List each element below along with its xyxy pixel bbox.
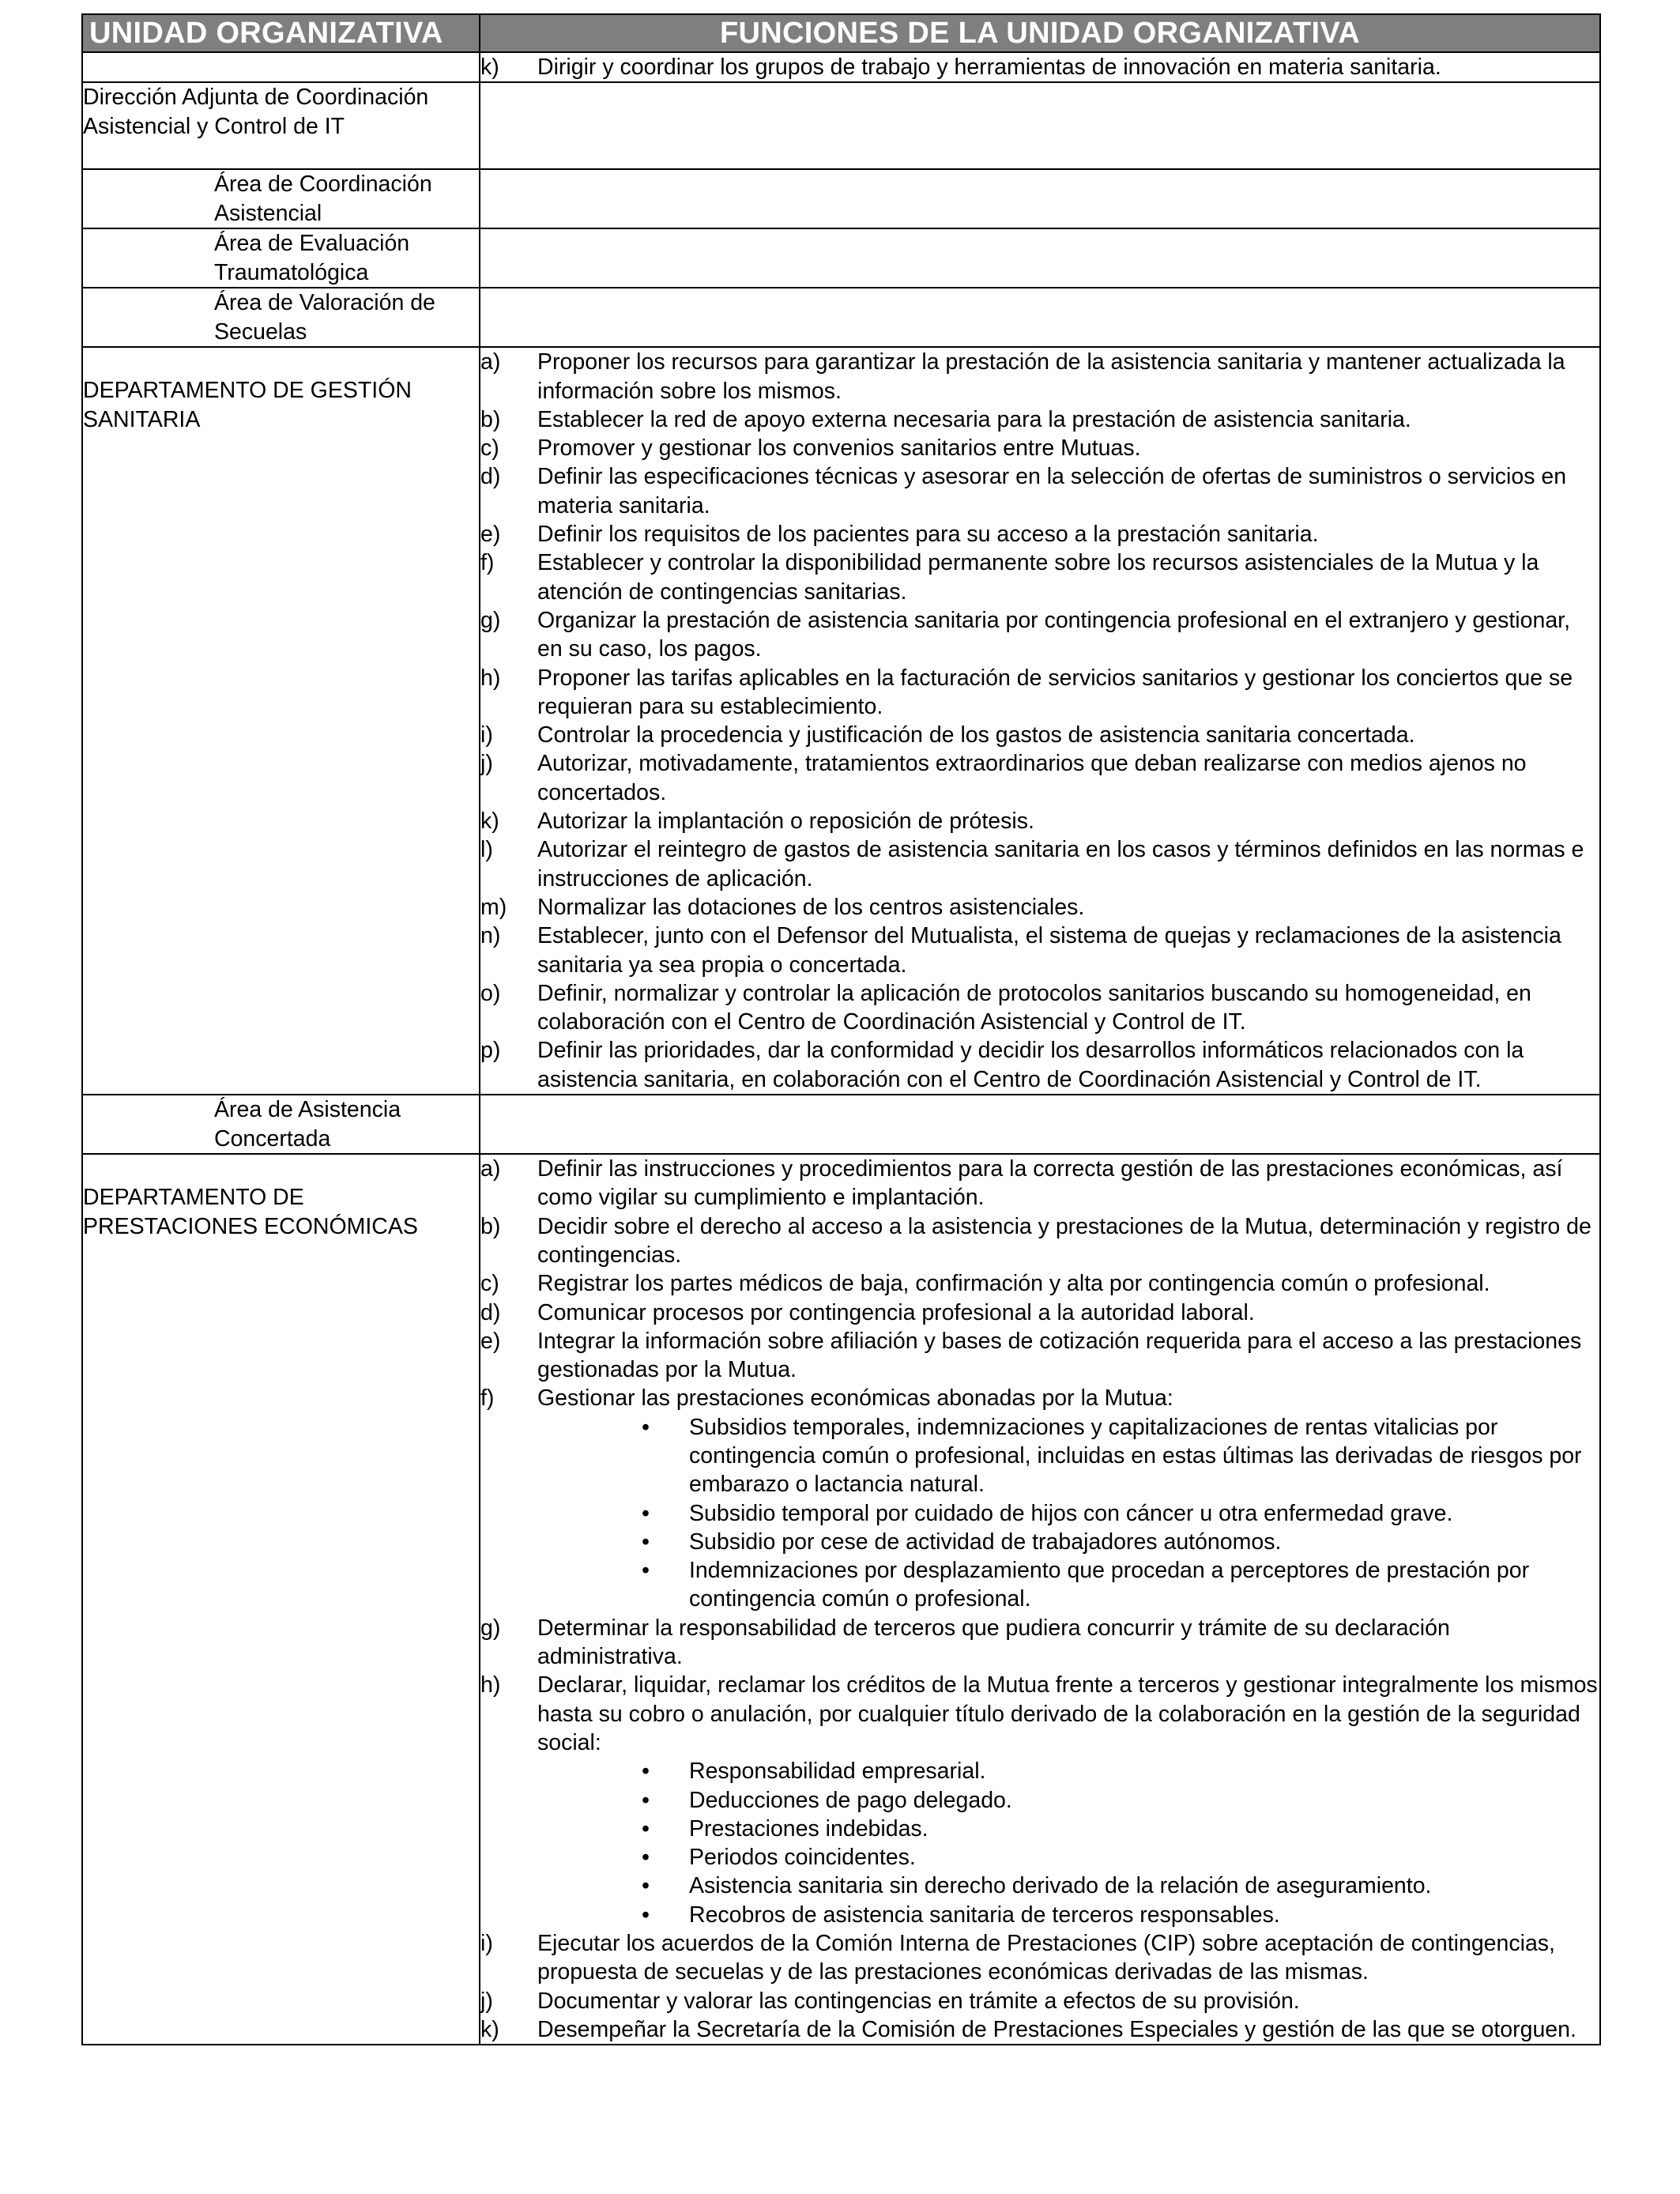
bullet-icon [480,1499,689,1528]
unit-cell: Área de Coordinación Asistencial [82,169,480,228]
functions-cell-empty [480,1095,1600,1154]
item-text: Comunicar procesos por contingencia profesional a la autoridad laboral. [537,1299,1255,1325]
item-text: Definir los requisitos de los pacientes para su acceso a la prestación sanitaria. [537,522,1319,548]
item-text: Declarar, liquidar, reclamar los créditos de la Mutua frente a terceros y gestionar integralmente los mismos hasta su cobro o anulación, por cualquier título derivado de la colaboración en la gestión de la seguridad social: [537,1672,1598,1755]
item-text: Autorizar el reintegro de gastos de asistencia sanitaria en los casos y términos definidos en las normas e instrucciones de aplicación. [537,837,1584,892]
item-text: Organizar la prestación de asistencia sanitaria por contingencia profesional en el extranjero y gestionar, en su caso, los pagos. [537,607,1571,662]
function-item [480,1671,1599,1757]
unit-cell: DEPARTAMENTO DE GESTIÓN SANITARIA [82,347,480,1095]
function-item [480,1036,1599,1094]
bullet-text: Indemnizaciones por desplazamiento que procedan a perceptores de prestación por contingencia común o profesional. [689,1558,1530,1612]
item-label: k) [480,55,499,80]
bullet-icon [480,1556,689,1614]
item-text: Controlar la procedencia y justificación de los gastos de asistencia sanitaria concertada. [537,722,1415,748]
list-item [480,1815,1599,1843]
item-label: i) [480,722,493,748]
function-item [480,721,1599,749]
item-label: g) [480,607,501,633]
function-item [480,807,1599,835]
list-item [480,1413,1599,1499]
item-label: h) [480,1672,501,1698]
function-item [480,1299,1599,1327]
item-text: Definir las prioridades, dar la conformidad y decidir los desarrollos informáticos relacionados con la asistencia sanitaria, en colaboración con el Centro de Coordinación Asistencial y Control de IT. [537,1038,1524,1092]
functions-cell [480,347,1600,1095]
header-functions: FUNCIONES DE LA UNIDAD ORGANIZATIVA [480,14,1600,52]
unit-cell: Área de Asistencia Concertada [82,1095,480,1154]
unit-cell: Dirección Adjunta de Coordinación Asistencial y Control de IT [82,82,480,169]
bullet-list [480,1413,1599,1614]
function-item [480,434,1599,462]
item-label: g) [480,1615,501,1641]
item-text: Proponer las tarifas aplicables en la facturación de servicios sanitarios y gestionar los conciertos que se requieran para su establecimiento. [537,665,1573,719]
bullet-text: Deducciones de pago delegado. [689,1787,1012,1813]
bullet-icon [480,1413,689,1499]
item-text: Gestionar las prestaciones económicas abonadas por la Mutua: [537,1385,1173,1412]
item-label: c) [480,1271,499,1297]
item-label: a) [480,1156,501,1182]
function-item [480,1614,1599,1672]
function-item [480,2015,1599,2044]
function-item [480,893,1599,922]
item-text: Dirigir y coordinar los grupos de trabajo y herramientas de innovación en materia sanitaria. [537,55,1441,80]
item-label: e) [480,1328,501,1354]
item-text: Normalizar las dotaciones de los centros asistenciales. [537,894,1085,920]
function-item [480,664,1599,722]
functions-cell-empty [480,288,1600,347]
unit-cell: DEPARTAMENTO DE PRESTACIONES ECONÓMICAS [82,1154,480,2045]
item-text: Autorizar, motivadamente, tratamientos extraordinarios que deban realizarse con medios ajenos no concertados. [537,751,1527,805]
unit-cell: Área de Evaluación Traumatológica [82,228,480,288]
function-item [480,1929,1599,1987]
bullet-text: Prestaciones indebidas. [689,1815,929,1842]
function-item [480,835,1599,893]
function-item [480,1327,1599,1385]
table-header-row [82,14,1600,52]
unit-cell: Área de Valoración de Secuelas [82,288,480,347]
header-unit: UNIDAD ORGANIZATIVA [82,14,480,52]
organizational-functions-table [81,13,1601,2045]
item-text: Promover y gestionar los convenios sanitarios entre Mutuas. [537,435,1141,462]
function-item [480,606,1599,664]
table-row [82,169,1600,228]
item-label: k) [480,809,499,835]
list-item [480,1528,1599,1556]
item-label: p) [480,1038,501,1064]
functions-cell-empty [480,169,1600,228]
bullet-text: Periodos coincidentes. [689,1845,916,1871]
item-text: Establecer y controlar la disponibilidad permanente sobre los recursos asistenciales de la Mutua y la atención de contingencias sanitarias. [537,550,1539,605]
item-label: f) [480,1385,495,1412]
item-label: a) [480,349,501,375]
bullet-list [480,1757,1599,1929]
item-label: j) [480,1988,493,2014]
list-item [480,1901,1599,1929]
functions-cell [480,52,1600,82]
table-row [82,1154,1600,2045]
function-item [480,520,1599,548]
item-label: l) [480,837,493,863]
table-row [82,228,1600,288]
item-label: f) [480,550,495,576]
function-item [480,405,1599,434]
item-label: j) [480,751,493,777]
item-text: Definir las instrucciones y procedimientos para la correcta gestión de las prestaciones económicas, así como vigilar su cumplimiento e implantación. [537,1156,1563,1211]
bullet-icon [480,1872,689,1900]
item-label: n) [480,923,501,949]
list-item [480,1499,1599,1528]
item-text: Integrar la información sobre afiliación y bases de cotización requerida para el acceso a las prestaciones gestionadas por la Mutua. [537,1328,1582,1383]
item-label: b) [480,406,501,432]
function-item [480,548,1599,606]
table-row [82,1095,1600,1154]
bullet-text: Asistencia sanitaria sin derecho derivado de la relación de aseguramiento. [689,1873,1432,1899]
bullet-text: Subsidios temporales, indemnizaciones y capitalizaciones de rentas vitalicias por contingencia común o profesional, incluidas en estas últimas las derivadas de riesgos por embarazo o lactancia natural. [689,1414,1582,1498]
item-text: Desempeñar la Secretaría de la Comisión de Prestaciones Especiales y gestión de las que se otorguen. [537,2016,1576,2042]
list-item [480,1786,1599,1815]
bullet-icon [480,1757,689,1785]
item-text: Documentar y valorar las contingencias en trámite a efectos de su provisión. [537,1988,1300,2014]
bullet-icon [480,1843,689,1872]
bullet-icon [480,1815,689,1843]
table-row [82,82,1600,169]
item-text: Ejecutar los acuerdos de la Comión Interna de Prestaciones (CIP) sobre aceptación de contingencias, propuesta de secuelas y de las prestaciones económicas derivadas de las mismas. [537,1931,1555,1985]
table-row [82,347,1600,1095]
item-label: e) [480,522,501,548]
function-item [480,922,1599,979]
functions-cell-empty [480,82,1600,169]
table-row [82,52,1600,82]
table-row [82,288,1600,347]
functions-cell [480,1154,1600,2045]
function-item [480,1212,1599,1270]
bullet-text: Responsabilidad empresarial. [689,1759,986,1785]
item-text: Decidir sobre el derecho al acceso a la asistencia y prestaciones de la Mutua, determinación y registro de contingencias. [537,1213,1591,1268]
list-item [480,1872,1599,1900]
function-item [480,348,1599,405]
item-label: i) [480,1931,493,1957]
bullet-text: Subsidio por cese de actividad de trabajadores autónomos. [689,1529,1282,1555]
item-text: Registrar los partes médicos de baja, confirmación y alta por contingencia común o profesional. [537,1271,1490,1297]
item-text: Definir, normalizar y controlar la aplicación de protocolos sanitarios buscando su homogeneidad, en colaboración con el Centro de Coordinación Asistencial y Control de IT. [537,980,1531,1035]
item-text: Determinar la responsabilidad de terceros que pudiera concurrir y trámite de su declaración administrativa. [537,1615,1450,1670]
function-item [480,979,1599,1037]
function-item [480,1987,1599,2015]
item-label: b) [480,1213,501,1239]
item-label: c) [480,435,499,462]
item-label: k) [480,2016,499,2042]
function-item [480,749,1599,807]
item-text: Definir las especificaciones técnicas y asesorar en la selección de ofertas de suministros o servicios en materia sanitaria. [537,464,1567,518]
function-item [480,1384,1599,1412]
item-text: Establecer, junto con el Defensor del Mutualista, el sistema de quejas y reclamaciones de la asistencia sanitaria ya sea propia o concertada. [537,923,1561,978]
item-label: d) [480,1299,501,1325]
list-item [480,1556,1599,1614]
function-item [480,1155,1599,1212]
list-item [480,1843,1599,1872]
item-text: Autorizar la implantación o reposición de prótesis. [537,809,1034,835]
bullet-icon [480,1528,689,1556]
item-label: o) [480,980,501,1006]
bullet-text: Subsidio temporal por cuidado de hijos con cáncer u otra enfermedad grave. [689,1500,1453,1526]
bullet-text: Recobros de asistencia sanitaria de terceros responsables. [689,1902,1280,1928]
item-text: Proponer los recursos para garantizar la prestación de la asistencia sanitaria y mantener actualizada la información sobre los mismos. [537,349,1565,404]
list-item [480,1757,1599,1785]
function-item [480,462,1599,520]
function-item [480,1269,1599,1298]
item-label: m) [480,894,507,920]
bullet-icon [480,1786,689,1815]
unit-cell [82,52,480,82]
bullet-icon [480,1901,689,1929]
item-label: h) [480,665,501,691]
function-item [480,53,1599,81]
item-label: d) [480,464,501,490]
item-text: Establecer la red de apoyo externa necesaria para la prestación de asistencia sanitaria. [537,406,1411,432]
functions-cell-empty [480,228,1600,288]
